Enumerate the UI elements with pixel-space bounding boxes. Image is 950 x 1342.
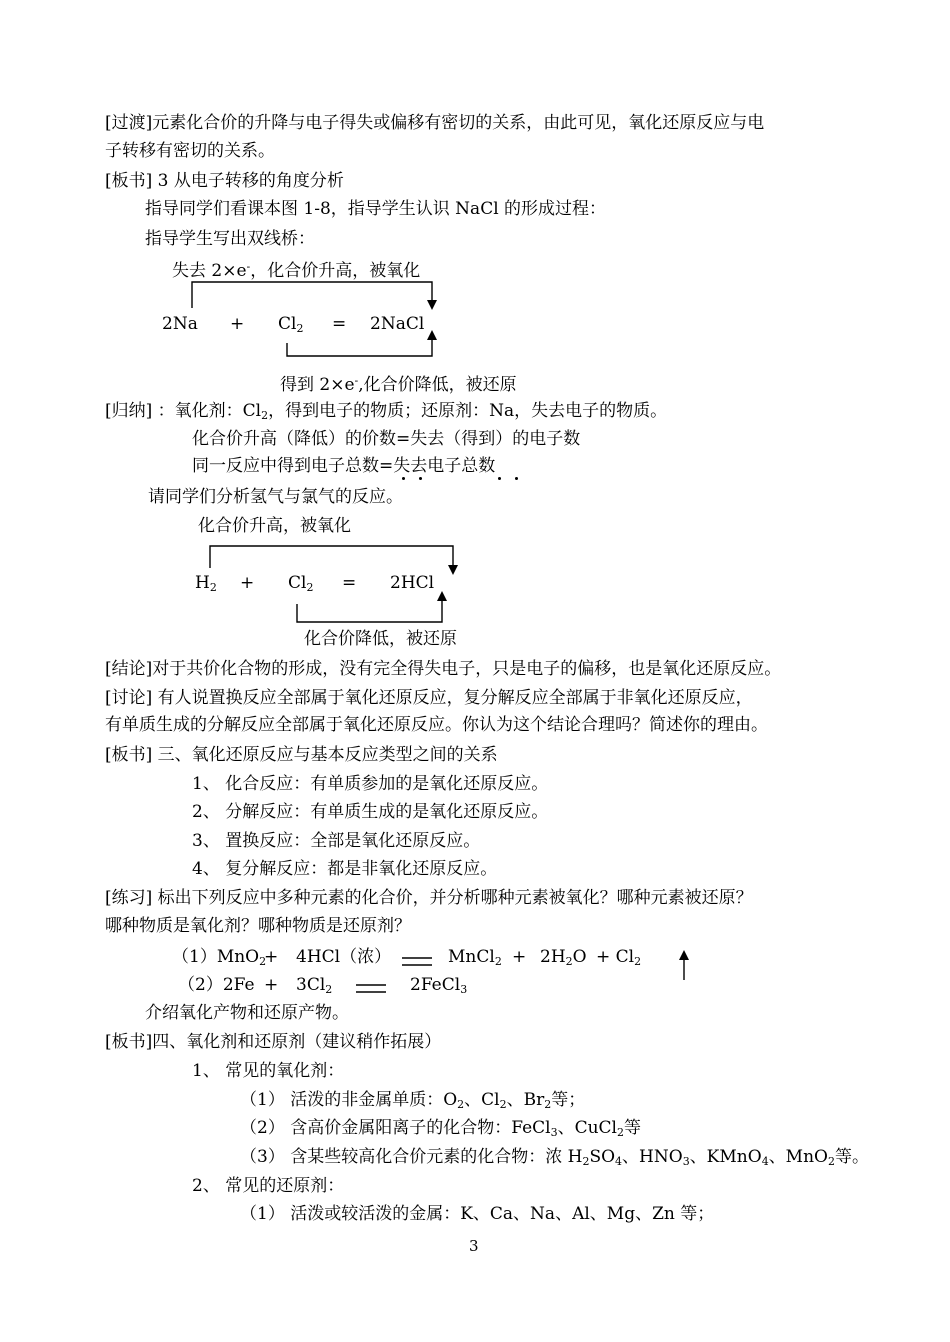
exercise-reaction-1-a: （1）MnO$_2$ <box>172 947 267 968</box>
exercise-reaction-2-plus: + <box>264 975 279 995</box>
na-equals: = <box>332 314 347 334</box>
h2-bottom-bridge <box>297 600 442 622</box>
h2-bottom-label: 化合价降低，被还原 <box>304 629 457 649</box>
equation-bar-2 <box>356 985 386 992</box>
gas-arrow-head <box>679 950 689 960</box>
exercise-reaction-1-plus: + <box>264 947 279 967</box>
h2-top-label: 化合价升高，被氧化 <box>198 516 351 536</box>
h2-intro: 请同学们分析氢气与氯气的反应。 <box>148 487 403 507</box>
discussion-line-1: [讨论] 有人说置换反应全部属于氧化还原反应，复分解反应全部属于非氧化还原反应， <box>105 688 753 708</box>
summary-line-2: 化合价升高（降低）的价数=失去（得到）的电子数 <box>192 429 581 449</box>
h2-bottom-arrowhead <box>437 591 447 601</box>
board-heading-3: [板书] 3 从电子转移的角度分析 <box>105 171 344 191</box>
reaction-type-3: 3、 置换反应：全部是氧化还原反应。 <box>192 831 481 851</box>
board-heading-four: [板书]四、氧化剂和还原剂（建议稍作拓展） <box>105 1032 442 1052</box>
h2-equals: = <box>342 573 357 593</box>
h2-reactant-1: $H_2$ <box>195 573 217 594</box>
discussion-line-2: 有单质生成的分解反应全部属于氧化还原反应。你认为这个结论合理吗？简述你的理由。 <box>105 715 768 735</box>
na-reactant-2: $Cl_2$ <box>278 314 304 335</box>
na-bottom-label: 得到 2×e-,化合价降低，被还原 <box>280 374 517 395</box>
na-bottom-bridge <box>287 338 432 356</box>
exercise-reaction-2-a: （2）2Fe <box>178 975 255 995</box>
exercise-reaction-2-prod: 2FeCl$_3$ <box>410 975 468 996</box>
transition-line-2: 子转移有密切的关系。 <box>105 141 275 161</box>
na-bottom-arrowhead <box>427 330 437 340</box>
na-top-bridge <box>192 282 432 308</box>
h2-plus: + <box>240 573 255 593</box>
na-reactant-1: 2Na <box>162 314 198 334</box>
reducer-item-1: （1） 活泼或较活泼的金属：K、Ca、Na、Al、Mg、Zn 等； <box>240 1204 715 1224</box>
na-top-label: 失去 2×e-，化合价升高，被氧化 <box>172 260 421 281</box>
exercise-reaction-1-cl2: + $Cl_2$ <box>596 947 642 968</box>
summary-line-3: 同一反应中得到电子总数=失去电子总数 <box>192 456 496 476</box>
oxidizer-item-3: （3） 含某些较高化合价元素的化合物：浓 $H_2SO_4$、$HNO_3$、KMnO$_4$、MnO$_2$等。 <box>240 1147 869 1168</box>
summary-line-1: [归纳] ：氧化剂：$Cl_2$，得到电子的物质；还原剂：Na，失去电子的物质。 <box>105 401 668 422</box>
oxidizer-item-1: （1） 活泼的非金属单质：$O_2$、$Cl_2$、$Br_2$等； <box>240 1090 586 1111</box>
guide-line-2: 指导学生写出双线桥： <box>145 229 315 249</box>
reducer-heading: 2、 常见的还原剂： <box>192 1176 345 1196</box>
board-heading-three: [板书] 三、氧化还原反应与基本反应类型之间的关系 <box>105 745 498 765</box>
oxidizer-heading: 1、 常见的氧化剂： <box>192 1061 345 1081</box>
h2-top-arrowhead <box>448 565 458 575</box>
equation-bar-1 <box>402 958 432 965</box>
exercise-reaction-1-plus2: + <box>512 947 527 967</box>
exercise-line-2: 哪种物质是氧化剂？哪种物质是还原剂？ <box>105 916 411 936</box>
oxidizer-item-2: （2） 含高价金属阳离子的化合物：FeCl$_3$、CuCl$_2$等 <box>240 1118 641 1139</box>
exercise-reaction-1-hcl: 4HCl（浓） <box>296 947 392 967</box>
na-top-arrowhead <box>427 300 437 310</box>
h2-product: 2HCl <box>390 573 435 593</box>
product-intro: 介绍氧化产物和还原产物。 <box>145 1003 349 1023</box>
exercise-reaction-1-mncl: MnCl$_2$ <box>448 947 502 968</box>
reaction-type-2: 2、 分解反应：有单质生成的是氧化还原反应。 <box>192 802 549 822</box>
h2-reactant-2: $Cl_2$ <box>288 573 314 594</box>
guide-line-1: 指导同学们看课本图 1-8，指导学生认识 NaCl 的形成过程： <box>145 199 607 219</box>
na-product: 2NaCl <box>370 314 425 334</box>
h2-top-bridge <box>210 546 453 568</box>
reaction-type-4: 4、 复分解反应：都是非氧化还原反应。 <box>192 859 498 879</box>
page-number: 3 <box>469 1237 479 1255</box>
exercise-reaction-1-h2o: $2H_2O$ <box>540 947 587 968</box>
transition-line-1: [过渡]元素化合价的升降与电子得失或偏移有密切的关系，由此可见，氧化还原反应与电 <box>105 113 765 133</box>
conclusion-line: [结论]对于共价化合物的形成，没有完全得失电子，只是电子的偏移，也是氧化还原反应。 <box>105 659 782 679</box>
exercise-line-1: [练习] 标出下列反应中多种元素的化合价，并分析哪种元素被氧化？哪种元素被还原？ <box>105 888 753 908</box>
na-plus: + <box>230 314 245 334</box>
reaction-type-1: 1、 化合反应：有单质参加的是氧化还原反应。 <box>192 774 549 794</box>
exercise-reaction-2-cl: $3Cl_2$ <box>296 975 333 996</box>
